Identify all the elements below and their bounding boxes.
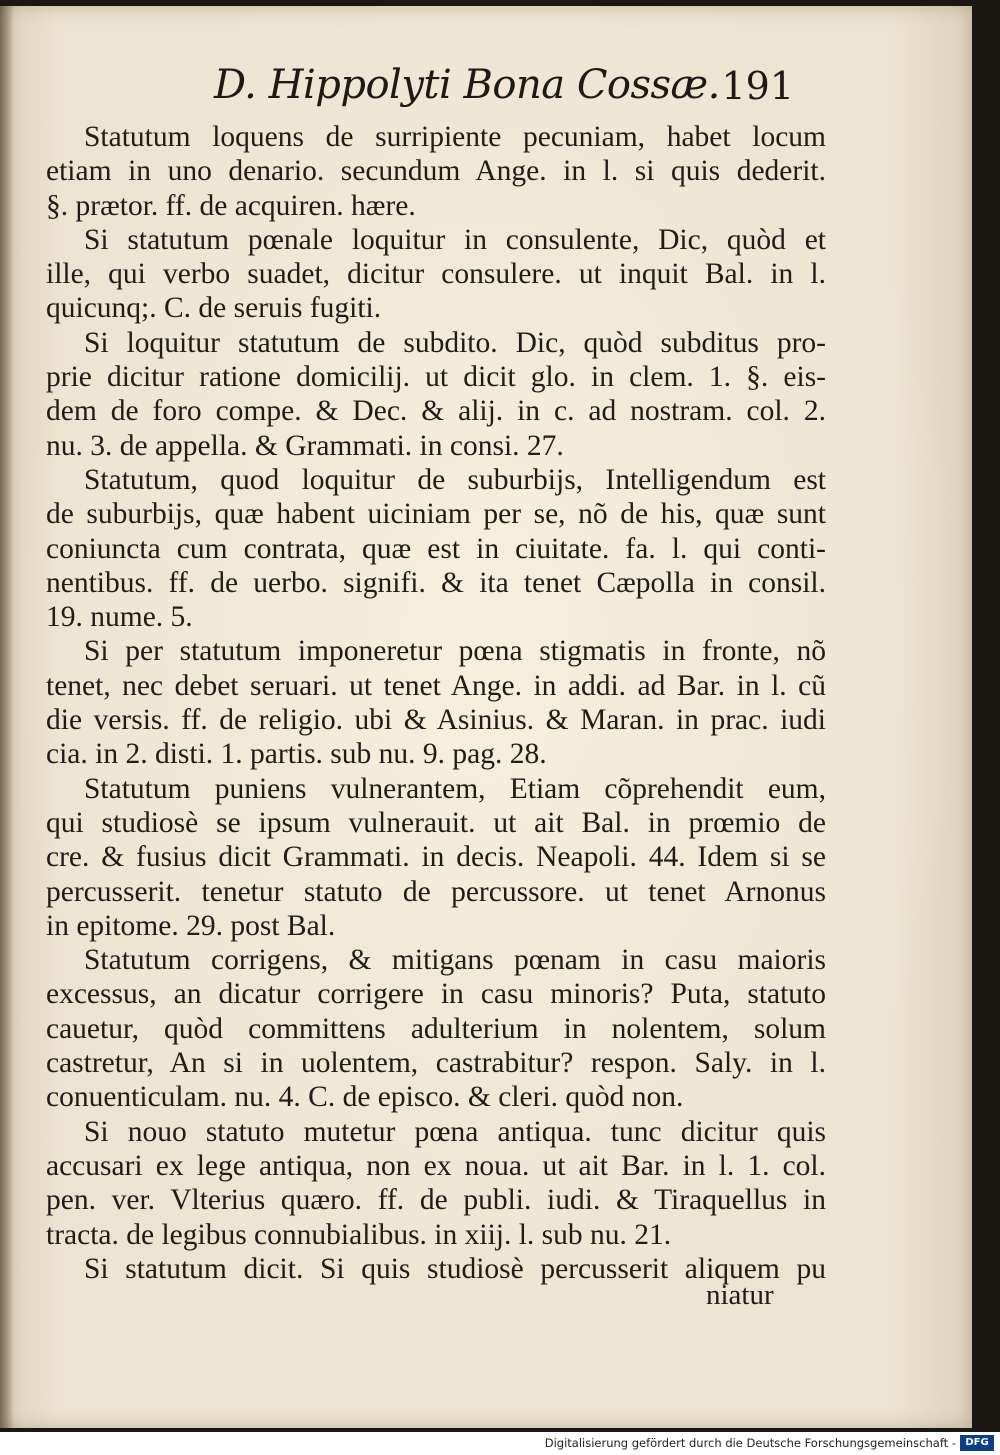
text-line: Si statutum pœnale loquitur in consulente, Dic, quòd et <box>84 223 826 256</box>
text-line: ille, qui verbo suadet, dicitur consulere. ut inquit Bal. in l. <box>46 258 826 291</box>
text-line: die versis. ff. de religio. ubi & Asinius. & Maran. in prac. iudi <box>46 704 826 737</box>
text-line: in epitome. 29. post Bal. <box>46 909 336 942</box>
text-line: 19. nume. 5. <box>46 601 193 634</box>
page-number: 191 <box>721 64 794 108</box>
text-line: Si nouo statuto mutetur pœna antiqua. tunc dicitur quis <box>84 1115 826 1148</box>
text-line: de suburbijs, quæ habent uiciniam per se, nõ de his, quæ sunt <box>46 498 826 531</box>
text-line: quicunq;. C. de seruis fugiti. <box>46 292 382 325</box>
funding-credit: Digitalisierung gefördert durch die Deutsche Forschungsgemeinschaft - <box>544 1436 956 1450</box>
text-line: castretur, An si in uolentem, castrabitur? respon. Saly. in l. <box>46 1047 826 1080</box>
text-line: percusserit. tenetur statuto de percussore. ut tenet Arnonus <box>46 875 826 908</box>
text-line: Statutum corrigens, & mitigans pœnam in casu maioris <box>84 944 826 977</box>
text-line: dem de foro compe. & Dec. & alij. in c. ad nostram. col. 2. <box>46 395 826 428</box>
catchword: niatur <box>706 1279 774 1311</box>
text-line: prie dicitur ratione domicilij. ut dicit glo. in clem. 1. §. eis- <box>46 361 826 394</box>
text-line: tenet, nec debet seruari. ut tenet Ange. in addi. ad Bar. in l. cũ <box>46 669 826 702</box>
text-line: Statutum, quod loquitur de suburbijs, Intelligendum est <box>84 463 826 496</box>
text-line: §. prætor. ff. de acquiren. hære. <box>46 189 416 222</box>
text-line: qui studiosè se ipsum vulnerauit. ut ait Bal. in prœmio de <box>46 806 826 839</box>
body-text <box>46 120 826 1286</box>
text-line: cre. & fusius dicit Grammati. in decis. Neapoli. 44. Idem si se <box>46 841 826 874</box>
text-line: tracta. de legibus connubialibus. in xiij. l. sub nu. 21. <box>46 1218 672 1251</box>
text-line: coniuncta cum contrata, quæ est in ciuitate. fa. l. qui conti- <box>46 532 826 565</box>
text-line: Si statutum dicit. Si quis studiosè percusserit aliquem pu <box>84 1252 826 1285</box>
text-line: Statutum loquens de surripiente pecuniam, habet locum <box>84 121 826 153</box>
dfg-logo-icon[interactable]: DFG <box>960 1435 994 1451</box>
text-line: Si per statutum imponeretur pœna stigmatis in fronte, nõ <box>84 635 826 668</box>
text-line: excessus, an dicatur corrigere in casu minoris? Puta, statuto <box>46 978 826 1011</box>
text-line: nentibus. ff. de uerbo. signifi. & ita tenet Cæpolla in consil. <box>46 566 826 599</box>
text-line: Si loquitur statutum de subdito. Dic, quòd subditus pro- <box>84 326 826 359</box>
footer-bar <box>0 1432 1000 1455</box>
gutter-shadow <box>0 6 14 1428</box>
text-line: accusari ex lege antiqua, non ex noua. ut ait Bar. in l. 1. col. <box>46 1149 826 1182</box>
text-line: conuenticulam. nu. 4. C. de episco. & cleri. quòd non. <box>46 1081 684 1114</box>
text-line: nu. 3. de appella. & Grammati. in consi. 27. <box>46 429 564 462</box>
page-header <box>214 62 794 114</box>
text-line: cia. in 2. disti. 1. partis. sub nu. 9. pag. 28. <box>46 738 547 771</box>
text-line: etiam in uno denario. secundum Ange. in l. si quis dederit. <box>46 155 826 188</box>
running-title: D. Hippolyti Bona Cossæ. <box>214 62 720 108</box>
text-line: cauetur, quòd committens adulterium in nolentem, solum <box>46 1012 826 1045</box>
text-line: pen. ver. Vlterius quæro. ff. de publi. iudi. & Tiraquellus in <box>46 1184 826 1217</box>
text-line: Statutum puniens vulnerantem, Etiam cõprehendit eum, <box>84 772 826 805</box>
